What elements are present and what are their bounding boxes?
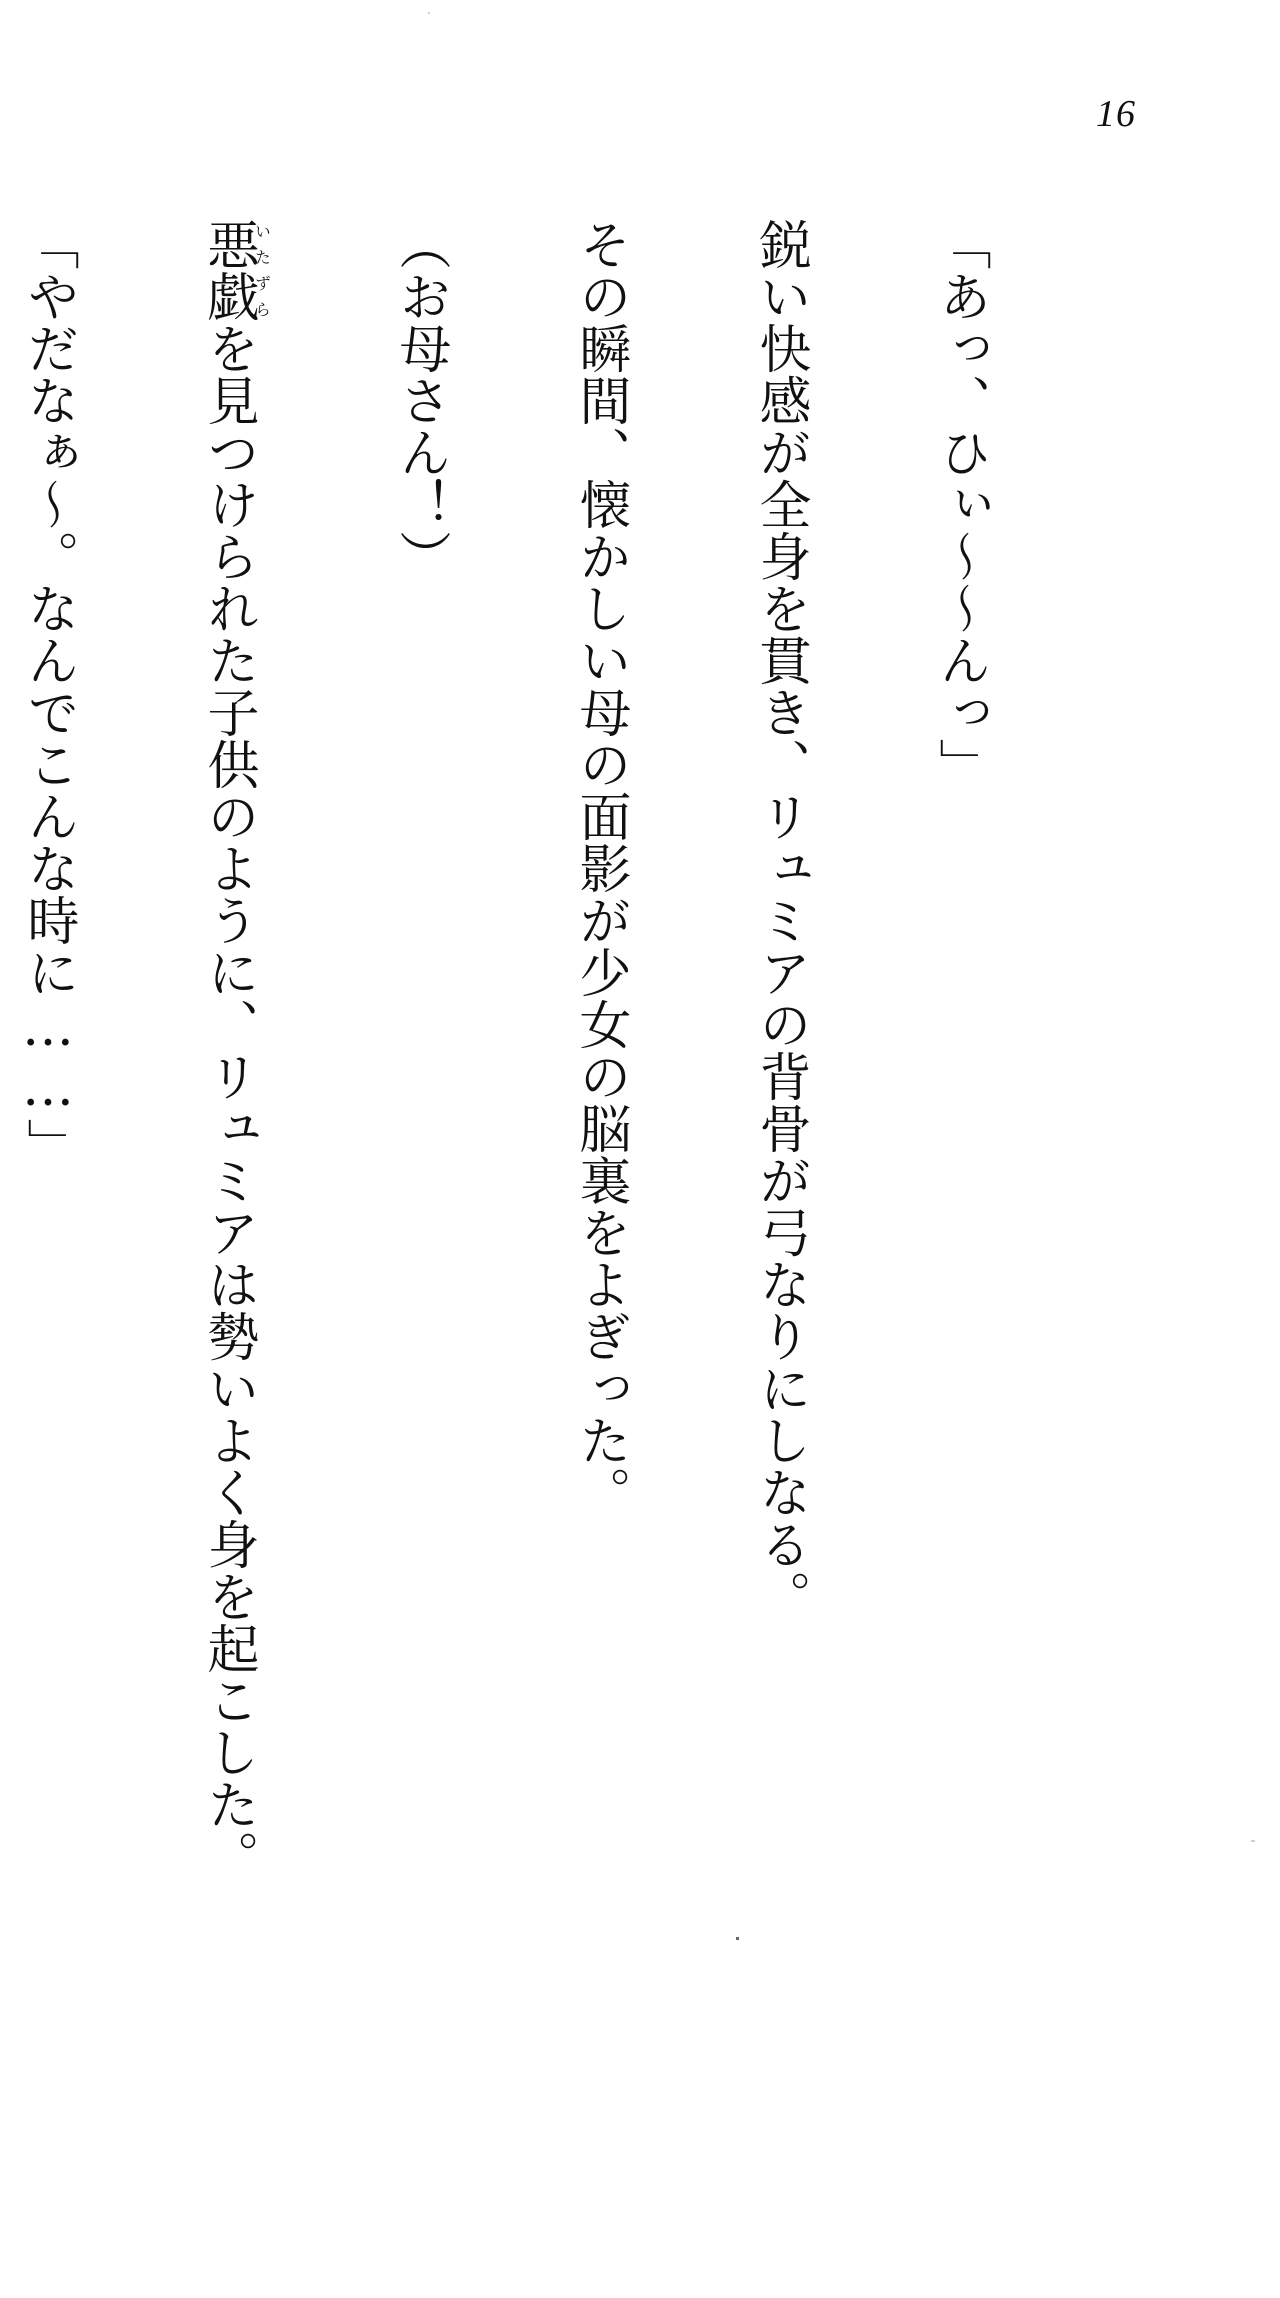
- text-line-with-ruby: [198, 218, 270, 1918]
- ruby-base: 悪戯: [198, 218, 258, 322]
- page-number: 16: [1096, 93, 1136, 135]
- text-line: 鋭い快感が全身を貫き、リュミアの背骨が弓なりにしなる。: [750, 218, 810, 1622]
- text-line: その瞬間、懐かしい母の面影が少女の脳裏をよぎった。: [570, 218, 630, 1518]
- text-line: 「やだなぁ〜。なんでこんな時に……」: [18, 218, 78, 1170]
- ruby-annotation: [198, 218, 272, 322]
- vertical-text-body: [18, 218, 1110, 1918]
- scan-speck: [428, 12, 430, 14]
- scan-speck: [736, 1937, 739, 1940]
- ruby-text: いたずら: [252, 218, 272, 322]
- scan-speck: [1251, 1840, 1255, 1842]
- text-line-rest: を見つけられた子供のように、リュミアは勢いよく身を起こした。: [198, 322, 258, 1882]
- text-line: 「あっ、ひぃ〜〜んっ」: [930, 218, 990, 790]
- text-line: （お母さん！）: [390, 218, 450, 582]
